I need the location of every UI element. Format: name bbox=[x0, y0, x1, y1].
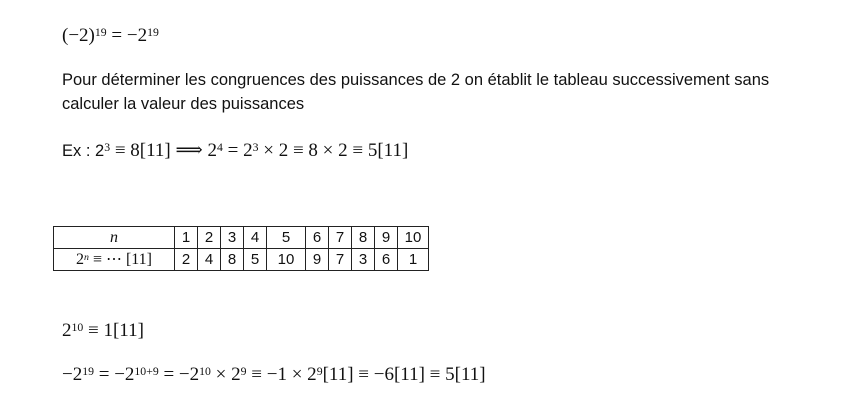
example-exp-a: 3 bbox=[104, 140, 111, 154]
result1-base: 2 bbox=[62, 320, 72, 341]
eq1-lhs-exponent: 19 bbox=[94, 25, 107, 39]
example-part-c: × 2 ≡ 8 × 2 ≡ 5[11] bbox=[258, 140, 409, 161]
example-exp-c: 3 bbox=[252, 140, 259, 154]
table-cell-n: 5 bbox=[267, 227, 306, 249]
example-exp-b: 4 bbox=[216, 140, 223, 154]
eq1-rhs-exponent: 19 bbox=[147, 25, 159, 39]
table-cell-residue: 4 bbox=[198, 249, 221, 271]
result2-a-exp: 19 bbox=[82, 364, 94, 378]
congruence-table bbox=[53, 226, 429, 271]
table-cell-residue: 6 bbox=[375, 249, 398, 271]
paragraph-line-1: Pour déterminer les congruences des puissances de 2 on établit le tableau successivement sans bbox=[62, 71, 770, 89]
example-equation bbox=[62, 140, 408, 162]
result2-e: ≡ −1 × 2 bbox=[246, 364, 317, 385]
table-cell-n: 3 bbox=[221, 227, 244, 249]
residue-header-exponent: n bbox=[83, 251, 89, 263]
table-row-residue bbox=[54, 249, 429, 271]
table-cell-residue: 5 bbox=[244, 249, 267, 271]
residue-header-rest: ≡ ⋯ [11] bbox=[88, 251, 153, 268]
table-cell-residue: 1 bbox=[398, 249, 429, 271]
table-cell-n: 10 bbox=[398, 227, 429, 249]
table-cell-n: 9 bbox=[375, 227, 398, 249]
result2-a: −2 bbox=[62, 364, 83, 385]
table-cell-residue: 7 bbox=[329, 249, 352, 271]
table-cell-n: 7 bbox=[329, 227, 352, 249]
result-equation-2 bbox=[62, 364, 486, 386]
table-cell-residue: 3 bbox=[352, 249, 375, 271]
result2-c-exp: 10 bbox=[199, 364, 211, 378]
result2-e-exp: 9 bbox=[316, 364, 323, 378]
table-cell-n: 2 bbox=[198, 227, 221, 249]
table-header-residue bbox=[54, 249, 175, 271]
table-cell-residue: 8 bbox=[221, 249, 244, 271]
eq1-rhs-base: = −2 bbox=[106, 25, 148, 46]
residue-header-base: 2 bbox=[75, 251, 84, 268]
example-part-b: = 2 bbox=[222, 140, 253, 161]
example-part-a: ≡ 8[11] ⟹ 2 bbox=[110, 140, 217, 161]
table-cell-n: 1 bbox=[175, 227, 198, 249]
result1-rest: ≡ 1[11] bbox=[83, 320, 144, 341]
table-header-n: n bbox=[54, 227, 175, 249]
paragraph-line-2: calculer la valeur des puissances bbox=[62, 95, 305, 113]
example-prefix: Ex : 2 bbox=[62, 142, 105, 160]
table-cell-residue: 2 bbox=[175, 249, 198, 271]
table-row-n bbox=[54, 227, 429, 249]
table-cell-residue: 10 bbox=[267, 249, 306, 271]
result2-b-exp: 10+9 bbox=[134, 364, 159, 378]
eq1-lhs-base: (−2) bbox=[62, 25, 95, 46]
table-cell-n: 4 bbox=[244, 227, 267, 249]
table-cell-n: 8 bbox=[352, 227, 375, 249]
result2-d: × 2 bbox=[210, 364, 241, 385]
table-cell-n: 6 bbox=[306, 227, 329, 249]
result1-exponent: 10 bbox=[71, 320, 84, 334]
result2-d-exp: 9 bbox=[240, 364, 247, 378]
result-equation-1 bbox=[62, 320, 144, 342]
result2-c: = −2 bbox=[158, 364, 200, 385]
equation-negative-power bbox=[62, 25, 159, 47]
result2-b: = −2 bbox=[93, 364, 135, 385]
result2-f: [11] ≡ −6[11] ≡ 5[11] bbox=[322, 364, 486, 385]
table-cell-residue: 9 bbox=[306, 249, 329, 271]
